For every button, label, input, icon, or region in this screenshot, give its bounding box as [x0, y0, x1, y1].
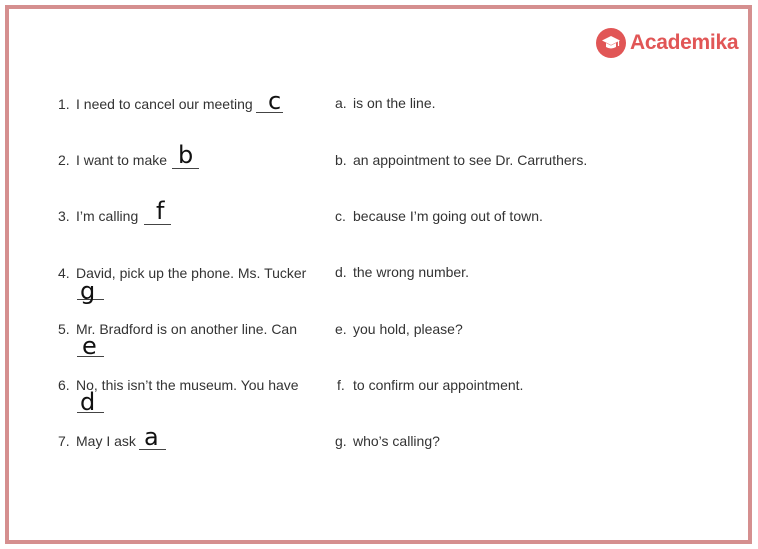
answer-text: c: [268, 87, 282, 115]
answer-text: f: [156, 197, 165, 225]
answer-text: e: [82, 332, 97, 360]
brand-name: Academika: [630, 31, 739, 54]
graduation-cap-icon: [596, 28, 626, 58]
answer-text: a: [144, 423, 159, 451]
brand-logo: [596, 27, 738, 59]
answer-text: d: [80, 388, 96, 416]
answer-text: b: [178, 141, 194, 169]
answer-text: g: [80, 277, 96, 305]
